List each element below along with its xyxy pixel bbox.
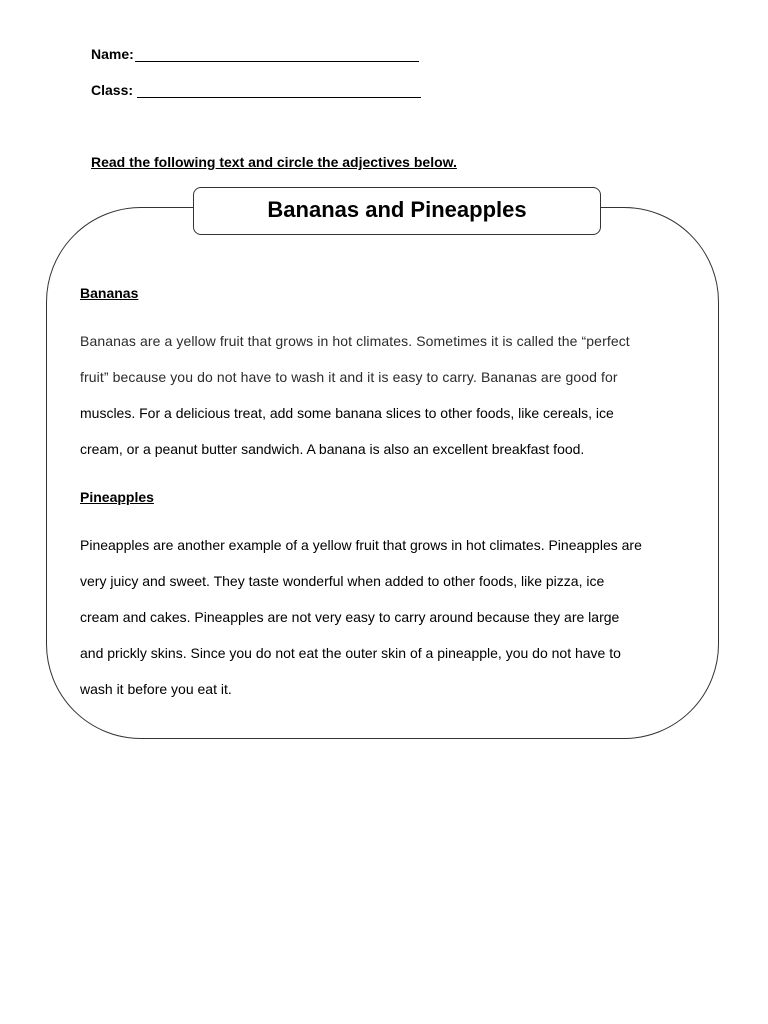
passage-title: Bananas and Pineapples (193, 187, 601, 235)
class-label: Class: (91, 82, 134, 98)
paragraph-line: and prickly skins. Since you do not eat the outer skin of a pineapple, you do not have to (80, 645, 621, 661)
instructions-text: Read the following text and circle the adjectives below. (91, 154, 457, 170)
pineapples-paragraph (80, 527, 700, 707)
paragraph-line: Bananas are a yellow fruit that grows in hot climates. Sometimes it is called the “perfect (80, 333, 630, 349)
paragraph-line: cream and cakes. Pineapples are not very easy to carry around because they are large (80, 609, 620, 625)
name-field[interactable] (91, 46, 419, 62)
bananas-heading: Bananas (80, 285, 139, 301)
class-field[interactable] (91, 82, 421, 98)
paragraph-line: muscles. For a delicious treat, add some banana slices to other foods, like cereals, ice (80, 405, 614, 421)
class-blank-line[interactable] (137, 83, 421, 98)
paragraph-line: very juicy and sweet. They taste wonderful when added to other foods, like pizza, ice (80, 573, 605, 589)
name-label: Name: (91, 46, 134, 62)
paragraph-line: cream, or a peanut butter sandwich. A banana is also an excellent breakfast food. (80, 441, 585, 457)
paragraph-line: Pineapples are another example of a yellow fruit that grows in hot climates. Pineapples are (80, 537, 642, 553)
paragraph-line: fruit” because you do not have to wash it and it is easy to carry. Bananas are good for (80, 369, 618, 385)
pineapples-heading: Pineapples (80, 489, 154, 505)
bananas-paragraph (80, 323, 700, 467)
paragraph-line: wash it before you eat it. (80, 681, 232, 697)
name-blank-line[interactable] (135, 47, 419, 62)
